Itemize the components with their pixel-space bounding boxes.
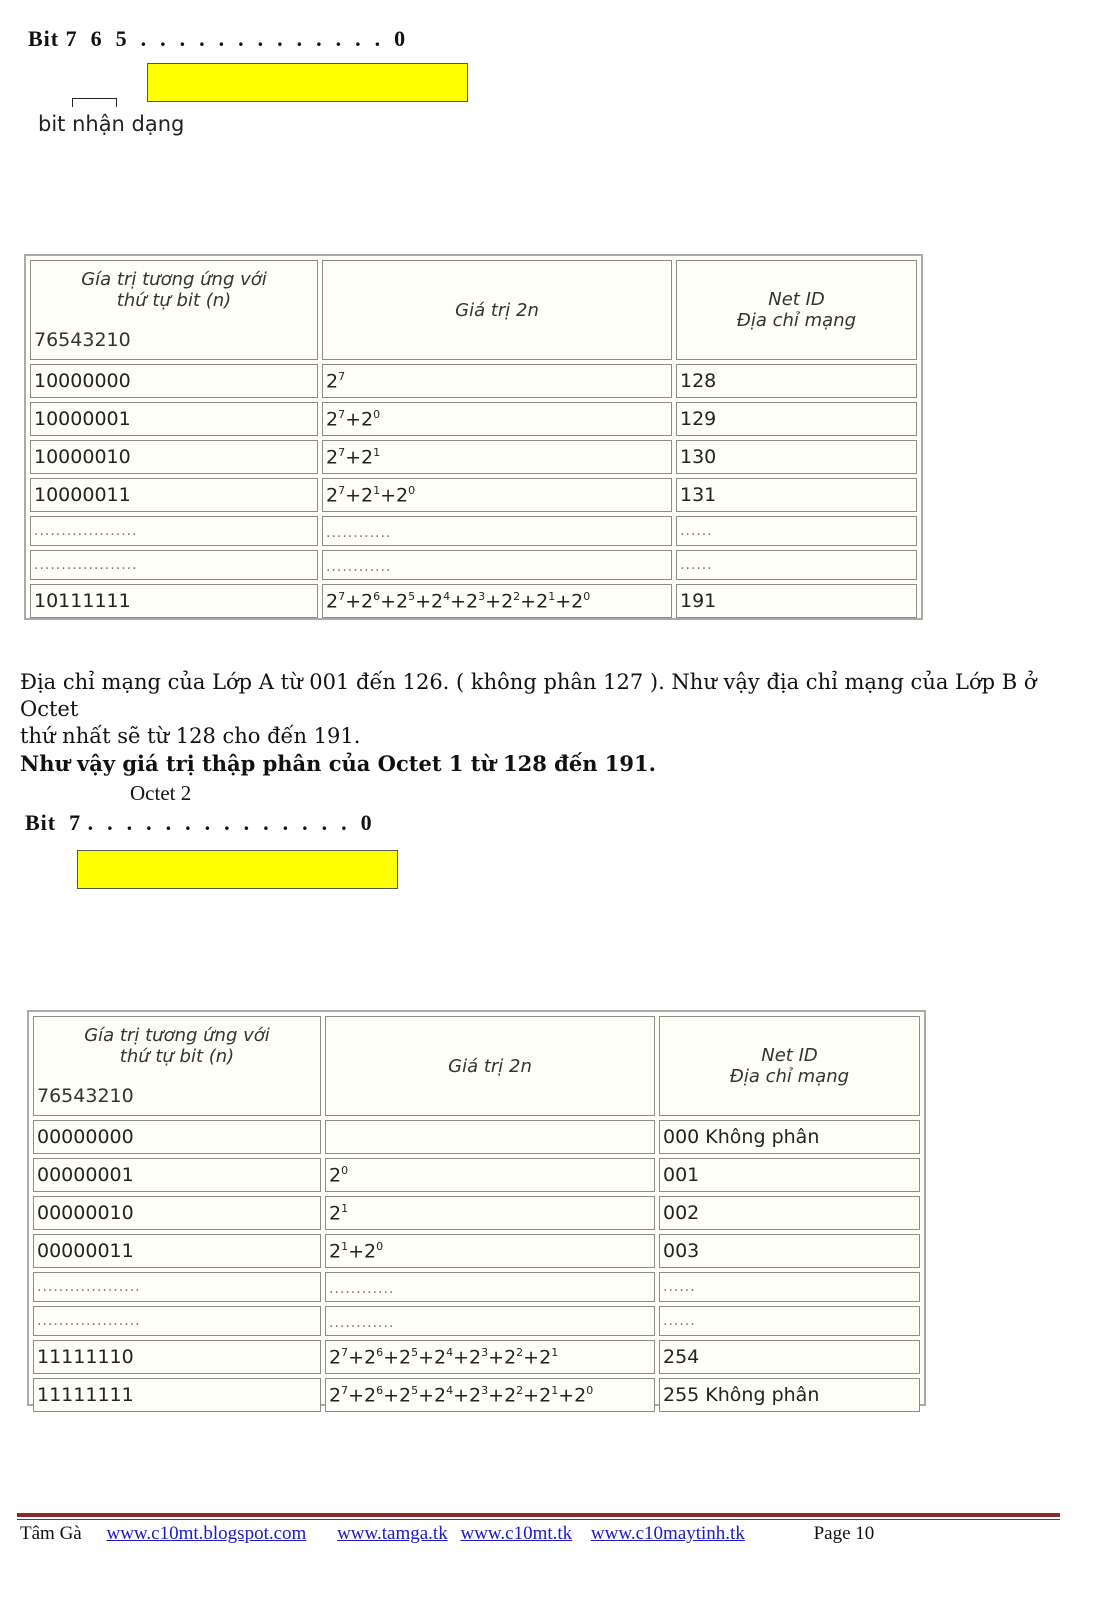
table-octet1 <box>24 254 923 620</box>
cell-power-sum <box>325 1120 655 1154</box>
cell-power-sum: ............ <box>322 550 672 580</box>
cell-power-sum: $2^7$ <box>322 364 672 398</box>
cell-power-sum: $2^7+2^1+2^0$ <box>322 478 672 512</box>
cell-power-sum: $2^7+2^6+2^5+2^4+2^3+2^2+2^1+2^0$ <box>322 584 672 618</box>
table-row <box>30 516 917 546</box>
header-bit-order <box>30 260 318 360</box>
cell-netid: ...... <box>676 516 917 546</box>
cell-bits: 10111111 <box>30 584 318 618</box>
cell-netid: 000 Không phân <box>659 1120 920 1154</box>
para-line1: Địa chỉ mạng của Lớp A từ 001 đến 126. ( không phân 127 ). Như vậy địa chỉ mạng của Lớp B ở Octet <box>20 670 1037 721</box>
cell-netid: 255 Không phân <box>659 1378 920 1412</box>
header-col1-line2: thứ tự bit (n) <box>116 290 232 311</box>
cell-bits: ................... <box>30 516 318 546</box>
table-row <box>30 440 917 474</box>
footer-page-number: Page 10 <box>813 1523 875 1544</box>
header-bit-order <box>33 1016 321 1116</box>
ident-label: bit nhận dạng <box>38 112 185 136</box>
cell-netid: ...... <box>659 1306 920 1336</box>
cell-power-sum: $2^7+2^6+2^5+2^4+2^3+2^2+2^1$ <box>325 1340 655 1374</box>
cell-power-sum: ............ <box>322 516 672 546</box>
cell-power-sum: $2^1+2^0$ <box>325 1234 655 1268</box>
cell-bits: 10000000 <box>30 364 318 398</box>
cell-power-sum: ............ <box>325 1306 655 1336</box>
footer-rule-thin <box>17 1519 1060 1520</box>
para-conclusion: Như vậy giá trị thập phân của Octet 1 từ 128 đến 191. <box>20 751 656 776</box>
header-col1-line1: Gía trị tương ứng với <box>81 269 267 290</box>
cell-netid: 128 <box>676 364 917 398</box>
bit-line-octet1: Bit 7 6 5 . . . . . . . . . . . . . 0 <box>28 26 407 51</box>
explanation-paragraph <box>20 669 1080 778</box>
header-value: Giá trị 2n <box>322 260 672 360</box>
footer-author: Tâm Gà <box>20 1523 82 1544</box>
header-value: Giá trị 2n <box>325 1016 655 1116</box>
cell-netid: 129 <box>676 402 917 436</box>
header-col3-line2: Địa chỉ mạng <box>729 1066 850 1087</box>
footer <box>20 1523 874 1545</box>
table-row <box>33 1272 920 1302</box>
table-row <box>33 1196 920 1230</box>
cell-power-sum: $2^7+2^6+2^5+2^4+2^3+2^2+2^1+2^0$ <box>325 1378 655 1412</box>
header-col3-line1: Net ID <box>768 289 825 310</box>
cell-bits: 00000000 <box>33 1120 321 1154</box>
cell-netid: 254 <box>659 1340 920 1374</box>
table-row <box>33 1378 920 1412</box>
cell-netid: 003 <box>659 1234 920 1268</box>
bit-line-octet2: Bit 7 . . . . . . . . . . . . . . 0 <box>25 810 373 835</box>
table-row <box>30 478 917 512</box>
cell-bits: 00000010 <box>33 1196 321 1230</box>
cell-bits: 11111110 <box>33 1340 321 1374</box>
table-row <box>30 550 917 580</box>
table-row <box>33 1234 920 1268</box>
footer-link-blogspot[interactable]: www.c10mt.blogspot.com <box>106 1523 307 1544</box>
cell-bits: ................... <box>30 550 318 580</box>
cell-power-sum: $2^1$ <box>325 1196 655 1230</box>
cell-bits: 00000011 <box>33 1234 321 1268</box>
table-row <box>30 584 917 618</box>
cell-bits: 11111111 <box>33 1378 321 1412</box>
cell-power-sum: $2^0$ <box>325 1158 655 1192</box>
table-row <box>33 1340 920 1374</box>
cell-netid: 191 <box>676 584 917 618</box>
cell-bits: 10000011 <box>30 478 318 512</box>
cell-netid: ...... <box>659 1272 920 1302</box>
cell-power-sum: $2^7+2^0$ <box>322 402 672 436</box>
octet2-label: Octet 2 <box>130 781 192 805</box>
cell-power-sum: $2^7+2^1$ <box>322 440 672 474</box>
cell-netid: 131 <box>676 478 917 512</box>
octet2-yellow-box <box>77 850 398 889</box>
header-col1-bits: 76543210 <box>34 329 131 351</box>
footer-rule <box>17 1513 1060 1517</box>
table-row <box>30 402 917 436</box>
cell-bits: 00000001 <box>33 1158 321 1192</box>
cell-bits: ................... <box>33 1272 321 1302</box>
header-col1-bits: 76543210 <box>37 1085 134 1107</box>
footer-link-tamga[interactable]: www.tamga.tk <box>337 1523 448 1544</box>
cell-netid: ...... <box>676 550 917 580</box>
table-row <box>33 1120 920 1154</box>
footer-link-c10maytinh[interactable]: www.c10maytinh.tk <box>590 1523 745 1544</box>
table-row <box>33 1306 920 1336</box>
header-col3-line1: Net ID <box>761 1045 818 1066</box>
table-row <box>33 1158 920 1192</box>
cell-bits: 10000001 <box>30 402 318 436</box>
para-line2: thứ nhất sẽ từ 128 cho đến 191. <box>20 724 361 748</box>
footer-link-c10mt[interactable]: www.c10mt.tk <box>460 1523 573 1544</box>
table-header-row <box>30 260 917 360</box>
header-netid <box>659 1016 920 1116</box>
ident-bracket <box>72 98 117 107</box>
cell-netid: 001 <box>659 1158 920 1192</box>
cell-netid: 002 <box>659 1196 920 1230</box>
header-netid <box>676 260 917 360</box>
table-octet2 <box>27 1010 926 1406</box>
cell-power-sum: ............ <box>325 1272 655 1302</box>
cell-bits: ................... <box>33 1306 321 1336</box>
cell-netid: 130 <box>676 440 917 474</box>
header-col1-line1: Gía trị tương ứng với <box>84 1025 270 1046</box>
header-col3-line2: Địa chỉ mạng <box>736 310 857 331</box>
cell-bits: 10000010 <box>30 440 318 474</box>
table-row <box>30 364 917 398</box>
table-header-row <box>33 1016 920 1116</box>
octet1-yellow-box <box>147 63 468 102</box>
header-col1-line2: thứ tự bit (n) <box>119 1046 235 1067</box>
